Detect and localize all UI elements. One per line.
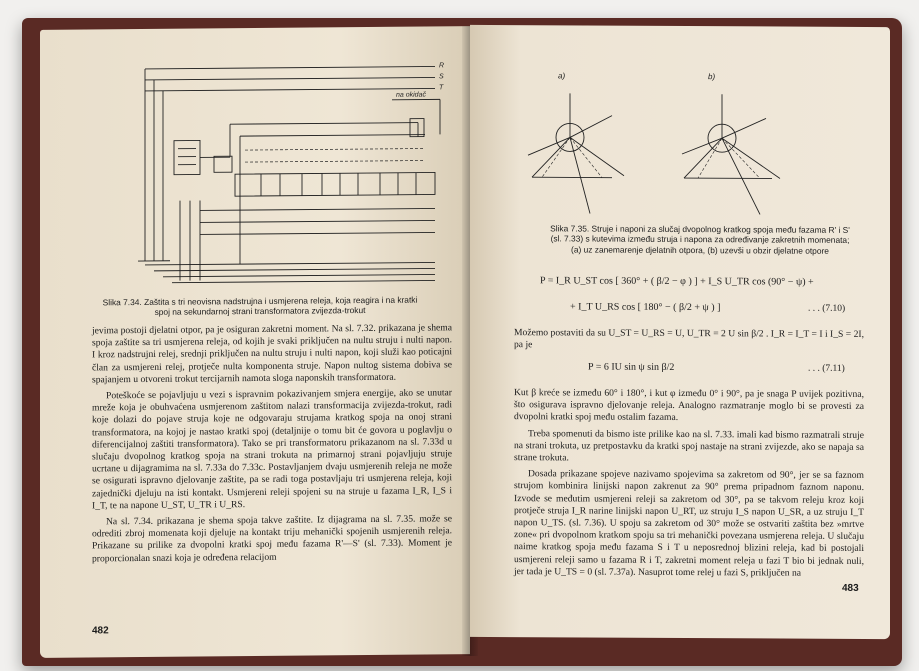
left-figure-caption: Slika 7.34. Zaštita s tri neovisna nadstrujna i usmjerena releja, koja reagira i na kratki spoj na sekundarnoj strani transformatora zvijezda-trokut: [102, 294, 418, 318]
right-paragraph-2: Treba spomenuti da bismo iste prilike kao na sl. 7.33. imali kad bismo razmatrali struje na strani trokuta, uz pretpostavku da kratki spoj nastaje na strani zvijezde, ako se napaja sa strane trokuta.: [514, 427, 864, 464]
right-figure-caption: Slika 7.35. Struje i naponi za slučaj dvopolnog kratkog spoja među fazama R' i S' (sl. 7.33) s kutevima između struja i napona za određivanje zakretnih momenata; (a) uz zanemarenje djelatnih otpora, (b) uzevši u obzir djelatne otpore: [550, 223, 850, 256]
left-paragraph-1: jevima postoji djelatni otpor, pa je osiguran zakretni moment. Na sl. 7.32. prikazana je shema spoja zaštite sa tri usmjerena releja, od kojih je svaki priključen na nultu struju i nulti napon. I kroz nadstrujni relej, srednji priključen na nultu struju i nulti napon, koji služi kao poticajni član za usmjereni relej, protječe nulta komponenta struje. Napon nultog sistema dobiva se spajanjem u otvoreni trokut tercijarnih namota sloga naponskih transformatora.: [92, 322, 452, 386]
right-page-number: 483: [842, 582, 859, 594]
phase-label-t: T: [439, 84, 444, 92]
equation-7-10-number: . . . (7.10): [808, 303, 846, 314]
left-paragraph-3: Na sl. 7.34. prikazana je shema spoja takve zaštite. Iz dijagrama na sl. 7.35. može se odrediti zbroj momenata koji djeluje na kontakt triju mehanički spojenih usmjerenih releja. Prikazane su prilike za dvopolni kratki spoj među fazama R'—S' (sl. 7.33). Moment je proporcionalan snazi koja je određena relacijom: [92, 513, 452, 565]
relay-circuit-figure: [40, 26, 470, 290]
figure-a-label: a): [558, 71, 566, 81]
equation-7-11: P = 6 IU sin ψ sin β/2: [588, 361, 675, 373]
figure-b-label: b): [708, 72, 716, 82]
left-body-text: [92, 322, 452, 569]
equation-7-10-line-2: + I_T U_RS cos [ 180° − ( β/2 + ψ ) ]: [570, 301, 721, 314]
phasor-diagrams: [470, 73, 890, 225]
equation-7-11-number: . . . (7.11): [808, 363, 845, 374]
left-page-number: 482: [92, 625, 109, 637]
equation-7-10-line-1: P = I_R U_ST cos [ 360° + ( β/2 − φ ) ] + I_S U_TR cos (90° − ψ) +: [540, 275, 814, 288]
right-paragraph-3: Dosada prikazane spojeve nazivamo spojevima sa zakretom od 90°, jer se sa faznom strujom kombinira linijski napon zakrenut za 90° prema pripadnom faznom naponu. Izvode se međutim usmjereni releji sa zakretom od 30°, pa se takvom releju kroz koji protječe struja I_R narine linijski napon U_RT, uz struju I_S napon U_SR, a uz struju I_T napon U_TS. (sl. 7.36). U spoju sa zakretom od 30° može se ostvariti zaštita bez »mrtve zone« pri dvopolnom kratkom spoju sa tri mehanički povezana usmjerena releja. U slučaju naime kratkog spoja među fazama S i T u neposrednoj blizini releja, kad bi postojali usmjereni releji samo u fazama R i T, zakretni moment releja u fazi T bio bi jednak nuli, jer tada je U_TS = 0 (sl. 7.37a). Nasuprot tome relej u fazi S, priključen na: [514, 468, 864, 579]
trip-label: na okidač: [395, 91, 426, 99]
right-paragraph-1: Kut β kreće se između 60° i 180°, i kut φ između 0° i 90°, pa je snaga P uvijek pozitivna, što osigurava ispravno djelovanje releja. Analogno razmatranje moglo bi se provesti za dvopolni kratki spoj među ostalim fazama.: [514, 387, 864, 424]
phase-label-s: S: [439, 73, 444, 81]
left-page: [40, 26, 470, 658]
phase-label-r: R: [439, 62, 445, 70]
right-body-text: [514, 387, 864, 584]
left-paragraph-2: Poteškoće se pojavljuju u vezi s ispravnim pokazivanjem smjera energije, ako se unutar mreže koja je obuhvaćena usmjerenom zaštitom nalazi transformacija zvijezda-trokut, radi koje dolazi do pojave struja koje ne odgovaraju strujama kratkog spoja na onoj strani transformatora, na kojoj je nastao kratki spoj (detaljnije o tomu bit će govora u poglavlju o diferencijalnoj zaštiti transformatora). Tako se pri transformatoru prikazanom na sl. 7.33d u slučaju dvopolnog kratkog spoja na strani trokuta na primarnoj strani pojavljuju struje ucrtane u dijagramima na sl. 7.33a do 7.33c. Postavljanjem dvaju usmjerenih releja ne može se osigurati ispravno djelovanje zaštite, pa se radi toga postavljaju tri usmjerena releja, koji zajednički djeluju na isti kontakt. Usmjereni releji spojeni su na struje u fazama I_R, I_S i I_T, te na napone U_ST, U_TR i U_RS.: [92, 387, 452, 512]
equation-intro-text: Možemo postaviti da su U_ST = U_RS = U, U_TR = 2 U sin β/2 . I_R = I_T = I i I_S = 2I, pa je: [514, 327, 864, 351]
right-page: [470, 25, 890, 639]
